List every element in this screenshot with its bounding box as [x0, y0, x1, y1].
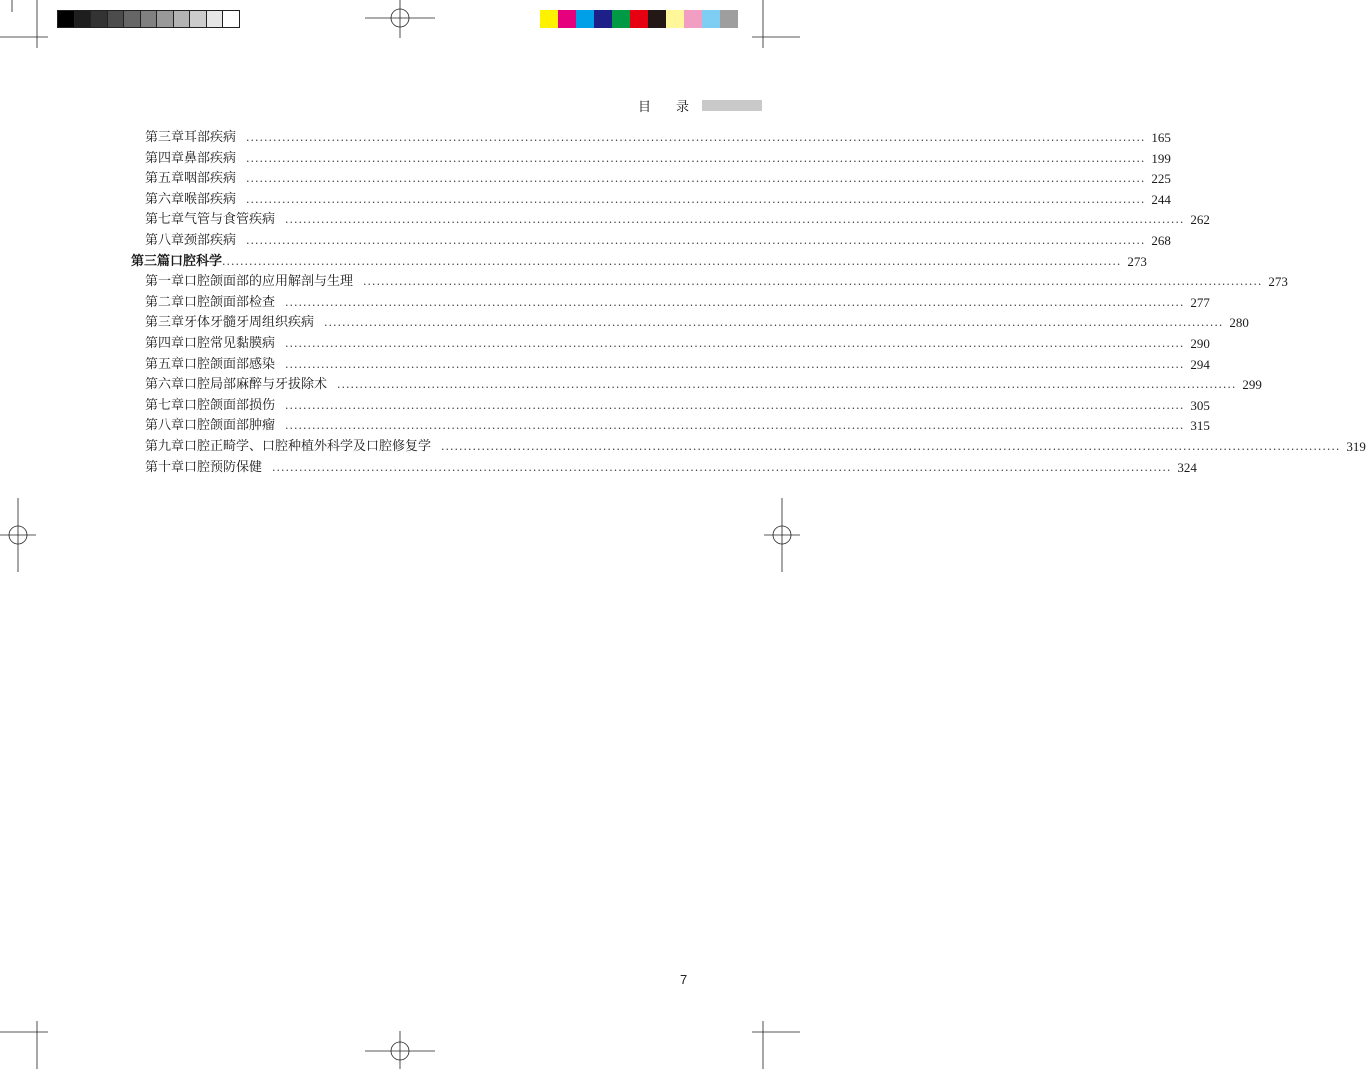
dot-leader: ........................................................................................................................................................................................................ — [285, 213, 1185, 227]
gray-swatch — [123, 10, 141, 28]
gray-swatch — [189, 10, 207, 28]
toc-entry-title: 牙体牙髓牙周组织疾病 — [184, 315, 315, 331]
toc-entry-page: 262 — [1190, 212, 1210, 228]
dot-leader: ........................................................................................................................................................................................................ — [285, 295, 1185, 309]
dot-leader: ........................................................................................................................................................................................................ — [285, 419, 1185, 433]
toc-entry-number: 第三章 — [145, 130, 185, 145]
toc-entry-number: 第五章 — [145, 356, 185, 372]
toc-entry-page: 273 — [1268, 274, 1288, 290]
toc-entry-number: 第八章 — [145, 418, 185, 434]
toc-entry-number: 第三篇 — [131, 253, 171, 269]
dot-leader: ........................................................................................................................................................................................................ — [246, 192, 1146, 206]
toc-chapter-entry[interactable] — [120, 416, 1210, 437]
toc-entry-page: 244 — [1151, 191, 1171, 207]
dot-leader: ........................................................................................................................................................................................................ — [285, 336, 1185, 350]
dot-leader: ........................................................................................................................................................................................................ — [441, 439, 1341, 453]
toc-entry-page: 315 — [1190, 418, 1210, 434]
gray-swatch — [222, 10, 240, 28]
table-of-contents — [120, 128, 1366, 478]
registration-mark-left — [0, 498, 36, 572]
color-swatch — [540, 10, 558, 28]
toc-entry-number: 第六章 — [145, 191, 185, 207]
header-title-part2: 录 — [676, 100, 690, 115]
toc-chapter-entry[interactable] — [120, 355, 1210, 376]
color-swatch — [648, 10, 666, 28]
toc-entry-page: 277 — [1190, 294, 1210, 310]
toc-chapter-entry[interactable] — [120, 231, 1171, 252]
color-swatch — [630, 10, 648, 28]
toc-entry-title: 口腔颌面部检查 — [184, 294, 276, 310]
toc-chapter-entry[interactable] — [120, 293, 1210, 314]
toc-entry-number: 第八章 — [145, 232, 185, 248]
toc-entry-page: 319 — [1346, 438, 1366, 454]
dot-leader: ........................................................................................................................................................................................................ — [363, 275, 1263, 289]
toc-entry-page: 290 — [1190, 335, 1210, 351]
toc-chapter-entry[interactable] — [120, 169, 1171, 190]
toc-chapter-entry[interactable] — [120, 334, 1210, 355]
toc-entry-title: 耳部疾病 — [184, 130, 237, 145]
toc-entry-title: 口腔颌面部肿瘤 — [184, 418, 276, 434]
gray-swatch — [90, 10, 108, 28]
toc-entry-page: 268 — [1151, 232, 1171, 248]
toc-entry-title: 口腔科学 — [170, 253, 223, 269]
color-swatch — [612, 10, 630, 28]
color-swatch — [576, 10, 594, 28]
gray-swatch — [173, 10, 191, 28]
toc-chapter-entry[interactable] — [120, 396, 1210, 417]
dot-leader: ........................................................................................................................................................................................................ — [324, 316, 1224, 330]
toc-entry-title: 口腔颌面部损伤 — [184, 397, 276, 413]
color-swatch — [594, 10, 612, 28]
toc-entry-number: 第三章 — [145, 315, 185, 331]
toc-chapter-entry[interactable] — [120, 190, 1171, 211]
dot-leader: ........................................................................................................................................................................................................ — [285, 398, 1185, 412]
color-swatch — [666, 10, 684, 28]
toc-entry-page: 165 — [1151, 130, 1171, 145]
dot-leader: ........................................................................................................................................................................................................ — [246, 131, 1146, 144]
registration-mark-top — [365, 0, 435, 38]
toc-part-entry[interactable] — [120, 252, 1147, 273]
toc-chapter-entry[interactable] — [120, 313, 1249, 334]
toc-entry-title: 口腔颌面部感染 — [184, 356, 276, 372]
toc-entry-number: 第四章 — [145, 335, 185, 351]
dot-leader: ........................................................................................................................................................................................................ — [285, 357, 1185, 371]
toc-entry-page: 280 — [1229, 315, 1249, 331]
toc-entry-page: 199 — [1151, 150, 1171, 166]
toc-entry-page: 294 — [1190, 356, 1210, 372]
toc-entry-number: 第七章 — [145, 212, 185, 228]
toc-chapter-entry[interactable] — [120, 149, 1171, 170]
toc-chapter-entry[interactable] — [120, 128, 1171, 149]
toc-entry-title: 颈部疾病 — [184, 232, 237, 248]
dot-leader: ........................................................................................................................................................................................................ — [246, 172, 1146, 186]
toc-chapter-entry[interactable] — [120, 210, 1210, 231]
header-title-part1: 目 — [638, 100, 652, 115]
toc-entry-page: 273 — [1127, 253, 1147, 269]
toc-entry-title: 口腔正畸学、口腔种植外科学及口腔修复学 — [184, 438, 432, 454]
dot-leader: ........................................................................................................................................................................................................ — [246, 233, 1146, 247]
page-number: 7 — [680, 972, 688, 987]
gray-swatch — [156, 10, 174, 28]
dot-leader: ........................................................................................................................................................................................................ — [337, 378, 1237, 392]
dot-leader: ........................................................................................................................................................................................................ — [246, 151, 1146, 165]
color-swatch — [684, 10, 702, 28]
toc-entry-page: 299 — [1242, 377, 1262, 393]
toc-entry-page: 324 — [1177, 459, 1197, 475]
registration-mark-bottom — [365, 1031, 435, 1069]
gray-swatch — [107, 10, 125, 28]
toc-chapter-entry[interactable] — [120, 375, 1262, 396]
toc-entry-title: 鼻部疾病 — [184, 150, 237, 166]
toc-entry-title: 口腔预防保健 — [184, 459, 263, 475]
dot-leader: ........................................................................................................................................................................................................ — [222, 254, 1122, 268]
toc-entry-number: 第十章 — [145, 459, 185, 475]
toc-entry-title: 喉部疾病 — [184, 191, 237, 207]
grayscale-calibration-strip — [57, 10, 239, 28]
toc-entry-title: 口腔局部麻醉与牙拔除术 — [184, 377, 328, 393]
toc-entry-title: 口腔颌面部的应用解剖与生理 — [184, 274, 354, 290]
toc-entry-number: 第五章 — [145, 171, 185, 187]
registration-mark-right — [764, 498, 800, 572]
color-swatch — [720, 10, 738, 28]
toc-entry-number: 第九章 — [145, 438, 185, 454]
color-swatch — [558, 10, 576, 28]
toc-chapter-entry[interactable] — [120, 458, 1197, 479]
color-calibration-strip — [540, 10, 738, 28]
gray-swatch — [74, 10, 92, 28]
toc-entry-number: 第六章 — [145, 377, 185, 393]
gray-swatch — [57, 10, 75, 28]
toc-entry-page: 305 — [1190, 397, 1210, 413]
toc-entry-number: 第七章 — [145, 397, 185, 413]
dot-leader: ........................................................................................................................................................................................................ — [272, 460, 1172, 474]
header-bar — [702, 100, 762, 111]
toc-entry-number: 第四章 — [145, 150, 185, 166]
toc-chapter-entry[interactable] — [120, 437, 1366, 458]
toc-entry-number: 第一章 — [145, 274, 185, 290]
toc-entry-title: 口腔常见黏膜病 — [184, 335, 276, 351]
toc-chapter-entry[interactable] — [120, 272, 1288, 293]
toc-entry-title: 咽部疾病 — [184, 171, 237, 187]
toc-entry-title: 气管与食管疾病 — [184, 212, 276, 228]
gray-swatch — [206, 10, 224, 28]
gray-swatch — [140, 10, 158, 28]
toc-entry-number: 第二章 — [145, 294, 185, 310]
color-swatch — [702, 10, 720, 28]
toc-entry-page: 225 — [1151, 171, 1171, 187]
